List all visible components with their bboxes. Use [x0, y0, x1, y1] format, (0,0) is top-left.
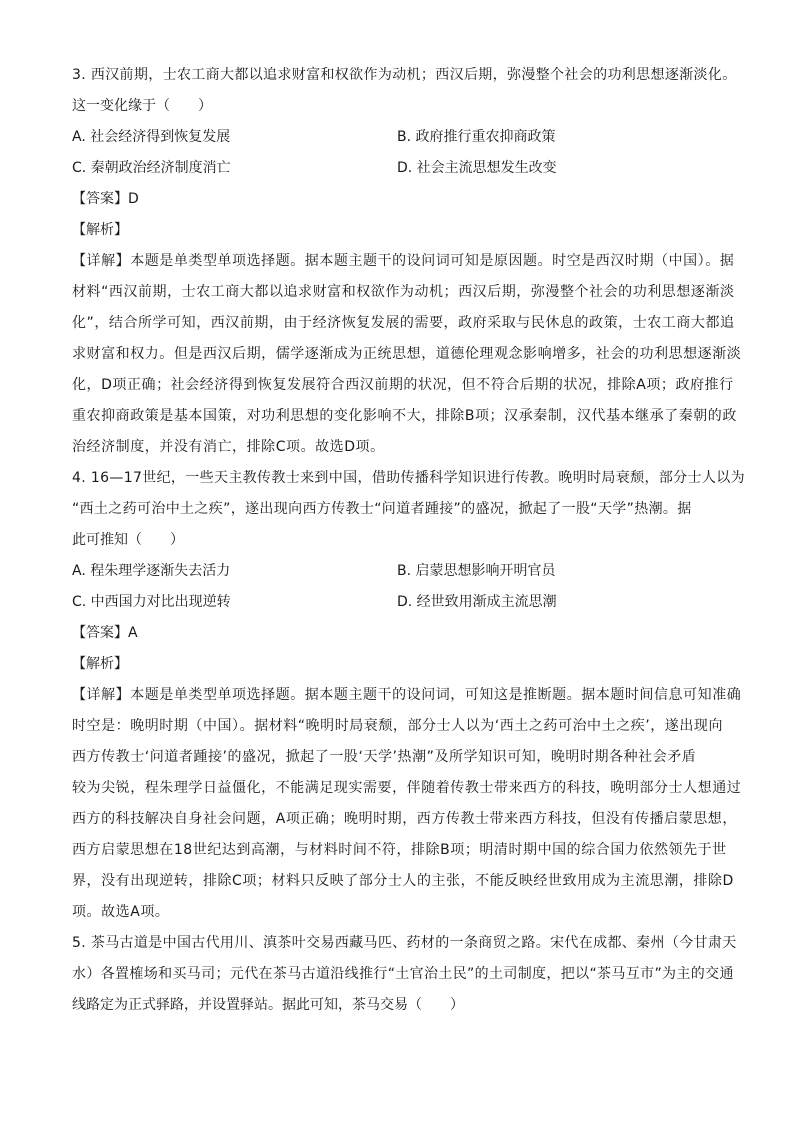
q4-analysis-label: 【解析】 [72, 656, 128, 672]
q4-stem-line: “西土之药可治中土之疾”，遂出现向西方传教士“问道者踵接”的盛况，掀起了一股“天学”热潮。据 [72, 501, 692, 517]
q3-option-d: D. 社会主流思想发生改变 [397, 160, 557, 176]
q3-options-row [72, 153, 722, 184]
q5-stem-line: 5. 茶马古道是中国古代用川、滇茶叶交易西藏马匹、药材的一条商贸之路。宋代在成都、秦州（今甘肃天 [72, 935, 737, 951]
q4-explanation-line: 西方的科技解决自身社会问题，A项正确；晚明时期，西方传教士带来西方科技，但没有传播启蒙思想， [72, 811, 737, 827]
q4-explanation-line: 较为尖锐，程朱理学日益僵化，不能满足现实需要，伴随着传教士带来西方的科技，晚明部分士人想通过 [72, 780, 742, 796]
q5-stem-line: 水）各置榷场和买马司；元代在茶马古道沿线推行“土官治土民”的土司制度，把以“茶马互市”为主的交通 [72, 966, 734, 982]
q4-explanation-line: 西方传教士‘问道者踵接’的盛况，掀起了一股‘天学’热潮”及所学知识可知，晚明时期各种社会矛盾 [72, 749, 697, 765]
q4-option-a: A. 程朱理学逐渐失去活力 [72, 563, 231, 579]
q4-option-b: B. 启蒙思想影响开明官员 [397, 563, 556, 579]
q4-explanation-line: 时空是：晚明时期（中国）。据材料“晚明时局衰颓，部分士人以为‘西土之药可治中土之疾’，遂出现向 [72, 718, 724, 734]
q4-options-row [72, 556, 722, 587]
q4-stem-line: 此可推知（ ） [72, 532, 184, 548]
q3-explanation-line: 【详解】本题是单类型单项选择题。据本题主题干的设问词可知是原因题。时空是西汉时期（中国）。据 [72, 253, 735, 269]
document-page [72, 60, 745, 1021]
q4-explanation-line: 西方启蒙思想在18世纪达到高潮，与材料时间不符，排除B项；明清时期中国的综合国力依然领先于世 [72, 842, 727, 858]
q4-explanation-line: 【详解】本题是单类型单项选择题。据本题主题干的设问词，可知这是推断题。据本题时间信息可知准确 [72, 687, 742, 703]
q4-answer: 【答案】A [72, 625, 138, 641]
q4-explanation-line: 界，没有出现逆转，排除C项；材料只反映了部分士人的主张，不能反映经世致用成为主流思潮，排除D [72, 873, 734, 889]
q3-explanation-line: 材料“西汉前期，士农工商大都以追求财富和权欲作为动机；西汉后期，弥漫整个社会的功利思想逐渐淡 [72, 284, 735, 300]
q4-option-d: D. 经世致用渐成主流思潮 [397, 594, 557, 610]
q3-stem-line: 3. 西汉前期，士农工商大都以追求财富和权欲作为动机；西汉后期，弥漫整个社会的功利思想逐渐淡化。 [72, 67, 737, 83]
q3-option-c: C. 秦朝政治经济制度消亡 [72, 160, 231, 176]
q4-explanation-line: 项。故选A项。 [72, 904, 170, 920]
q5-stem-line: 线路定为正式驿路，并设置驿站。据此可知，茶马交易（ ） [72, 997, 464, 1013]
q4-options-row [72, 587, 722, 618]
q3-explanation-line: 重农抑商政策是基本国策，对功利思想的变化影响不大，排除B项；汉承秦制，汉代基本继承了秦朝的政 [72, 408, 737, 424]
q3-options-row [72, 122, 722, 153]
q4-stem-line: 4. 16—17世纪，一些天主教传教士来到中国，借助传播科学知识进行传教。晚明时局衰颓，部分士人以为 [72, 470, 745, 486]
q3-answer: 【答案】D [72, 191, 139, 207]
q3-analysis-label: 【解析】 [72, 222, 128, 238]
q3-explanation-line: 化，D项正确；社会经济得到恢复发展符合西汉前期的状况，但不符合后期的状况，排除A项；政府推行 [72, 377, 734, 393]
q3-option-b: B. 政府推行重农抑商政策 [397, 129, 556, 145]
q4-option-c: C. 中西国力对比出现逆转 [72, 594, 231, 610]
q3-stem-line: 这一变化缘于（ ） [72, 98, 212, 114]
q3-option-a: A. 社会经济得到恢复发展 [72, 129, 231, 145]
q3-explanation-line: 化”，结合所学可知，西汉前期，由于经济恢复发展的需要，政府采取与民休息的政策，士农工商大都追 [72, 315, 735, 331]
q3-explanation-line: 治经济制度，并没有消亡，排除C项。故选D项。 [72, 439, 385, 455]
q3-explanation-line: 求财富和权力。但是西汉后期，儒学逐渐成为正统思想，道德伦理观念影响增多，社会的功利思想逐渐淡 [72, 346, 742, 362]
